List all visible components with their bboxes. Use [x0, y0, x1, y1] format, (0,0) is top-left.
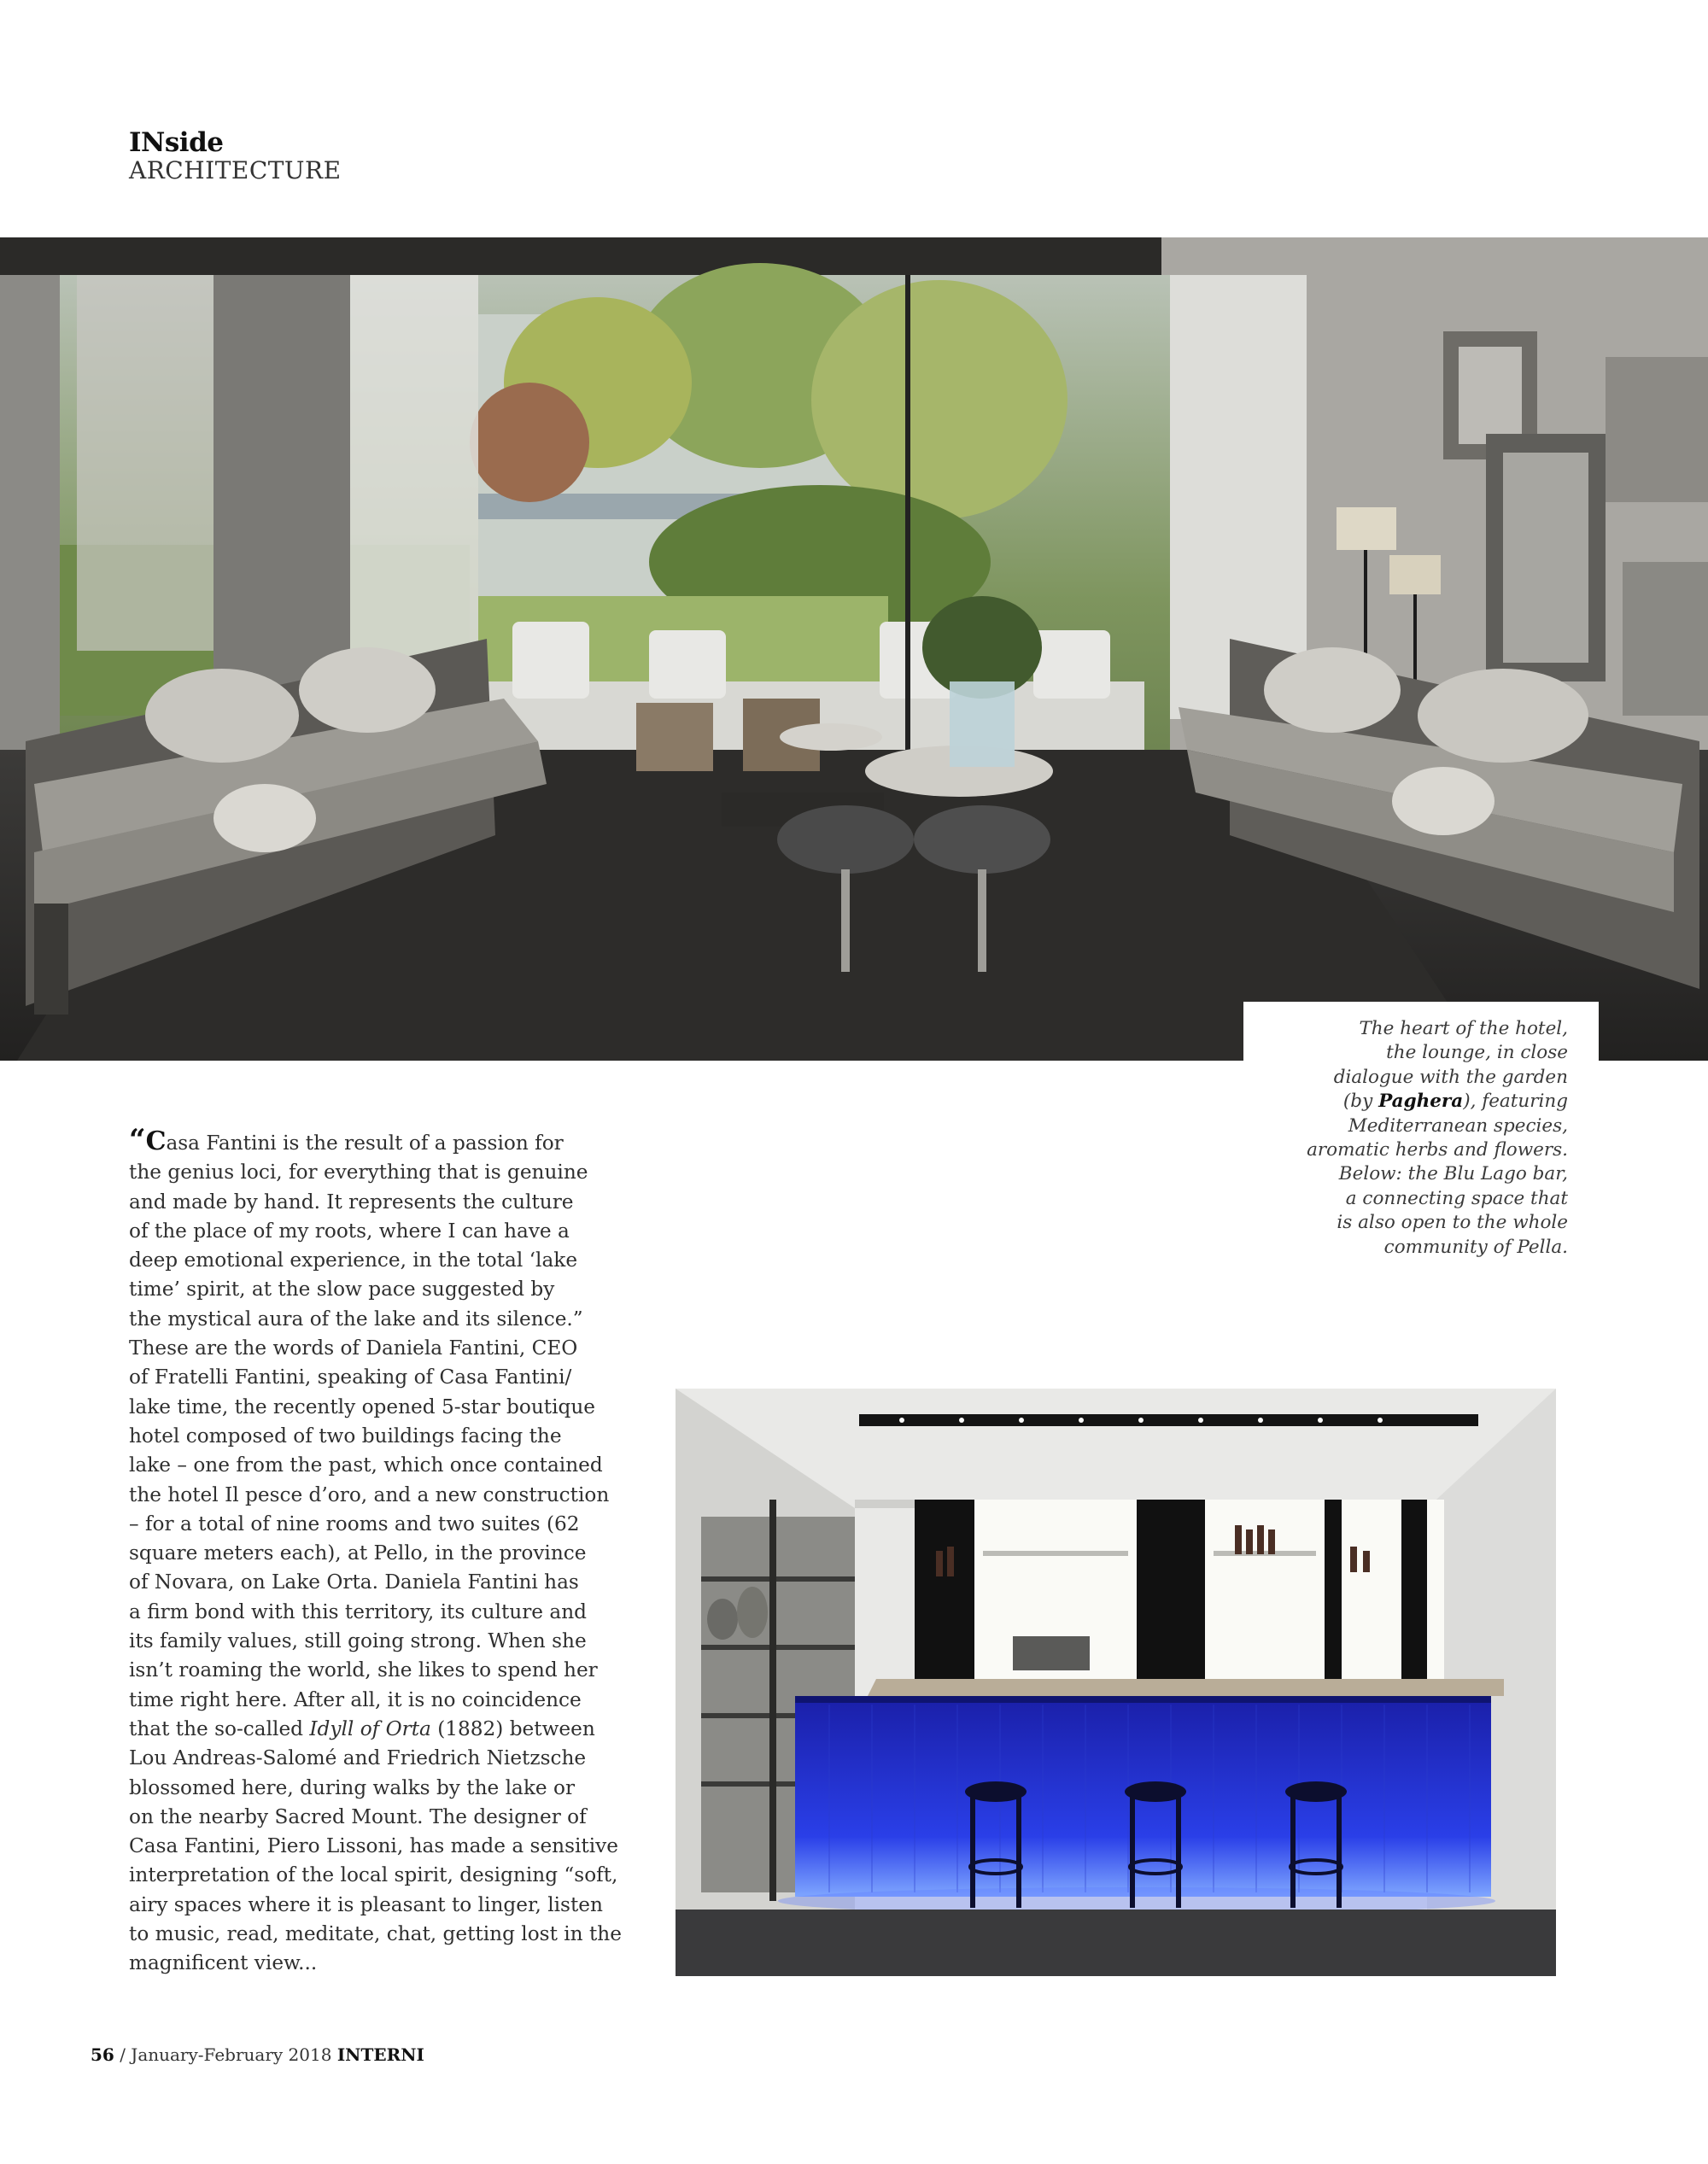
caption-paren-rest: ), featuring: [1463, 1091, 1568, 1113]
caption-paren-open: (by: [1342, 1091, 1379, 1113]
caption-line: community of Pella.: [1383, 1236, 1568, 1258]
caption-line: is also open to the whole: [1337, 1212, 1568, 1234]
section-title: INside: [129, 127, 224, 158]
article-line: and made by hand. It represents the culture: [129, 1190, 574, 1214]
idyll-pre: that the so-called: [129, 1717, 310, 1740]
opening-quote: “: [129, 1123, 146, 1157]
caption-line: dialogue with the garden: [1333, 1066, 1568, 1088]
footer-separator: /: [114, 2044, 132, 2065]
article-line: on the nearby Sacred Mount. The designer of: [129, 1804, 587, 1828]
article-line: airy spaces where it is pleasant to linger, listen: [129, 1892, 603, 1916]
photo-caption: [1243, 1002, 1599, 1272]
caption-line: The heart of the hotel,: [1359, 1018, 1568, 1039]
idyll-post: (1882) between: [430, 1717, 595, 1740]
article-line: lake – one from the past, which once contained: [129, 1453, 603, 1477]
caption-line: Mediterranean species,: [1348, 1114, 1568, 1137]
lounge-photo: [0, 237, 1708, 1061]
article-line: Lou Andreas-Salomé and Friedrich Nietzsche: [129, 1746, 587, 1770]
article-line: interpretation of the local spirit, designing “soft,: [129, 1863, 618, 1887]
article-line: isn’t roaming the world, she likes to spend her: [129, 1658, 598, 1682]
article-line: of Fratelli Fantini, speaking of Casa Fantini/: [129, 1366, 572, 1389]
caption-designer: Paghera: [1378, 1091, 1464, 1113]
caption-line: Below: the Blu Lago bar,: [1338, 1163, 1568, 1185]
article-line: the mystical aura of the lake and its silence.”: [129, 1307, 583, 1331]
article-line-idyll: [129, 1715, 633, 1744]
article-line: lake time, the recently opened 5-star boutique: [129, 1395, 596, 1418]
bar-photo: [676, 1389, 1556, 1976]
article-line: deep emotional experience, in the total ‘lake: [129, 1249, 578, 1272]
article-line: the genius loci, for everything that is genuine: [129, 1161, 588, 1184]
article-line: asa Fantini is the result of a passion for: [166, 1132, 564, 1155]
caption-line: aromatic herbs and flowers.: [1307, 1139, 1568, 1161]
drop-cap: C: [145, 1126, 167, 1156]
article-line: of the place of my roots, where I can have a: [129, 1219, 570, 1243]
page-footer: [91, 2044, 424, 2065]
issue-date: January-February 2018: [131, 2044, 337, 2065]
caption-line: the lounge, in close: [1386, 1042, 1568, 1064]
magazine-name: INTERNI: [336, 2044, 424, 2065]
article-line: to music, read, meditate, chat, getting lost in the: [129, 1922, 622, 1946]
article-line: hotel composed of two buildings facing the: [129, 1424, 562, 1448]
article-line: magnificent view...: [129, 1951, 318, 1975]
article-line: square meters each), at Pello, in the province: [129, 1541, 587, 1565]
article-line: of Novara, on Lake Orta. Daniela Fantini has: [129, 1570, 579, 1594]
article-line: – for a total of nine rooms and two suites (62: [129, 1512, 580, 1535]
page-number: 56: [91, 2044, 114, 2065]
caption-line: a connecting space that: [1345, 1187, 1568, 1209]
article-line: blossomed here, during walks by the lake or: [129, 1775, 576, 1799]
idyll-title: Idyll of Orta: [309, 1717, 431, 1740]
article-line: These are the words of Daniela Fantini, CEO: [129, 1336, 578, 1360]
caption-line-credit: [1252, 1090, 1568, 1114]
article-body: [129, 1123, 633, 1979]
article-line: a firm bond with this territory, its culture and: [129, 1600, 587, 1623]
article-line: time right here. After all, it is no coincidence: [129, 1687, 582, 1711]
section-subtitle: ARCHITECTURE: [129, 156, 342, 184]
article-line: time’ spirit, at the slow pace suggested by: [129, 1278, 555, 1301]
article-line: its family values, still going strong. When she: [129, 1629, 587, 1653]
article-line: the hotel Il pesce d’oro, and a new construction: [129, 1483, 610, 1506]
section-header: [129, 128, 342, 184]
article-first-line: [129, 1123, 633, 1158]
article-line: Casa Fantini, Piero Lissoni, has made a sensitive: [129, 1834, 618, 1858]
